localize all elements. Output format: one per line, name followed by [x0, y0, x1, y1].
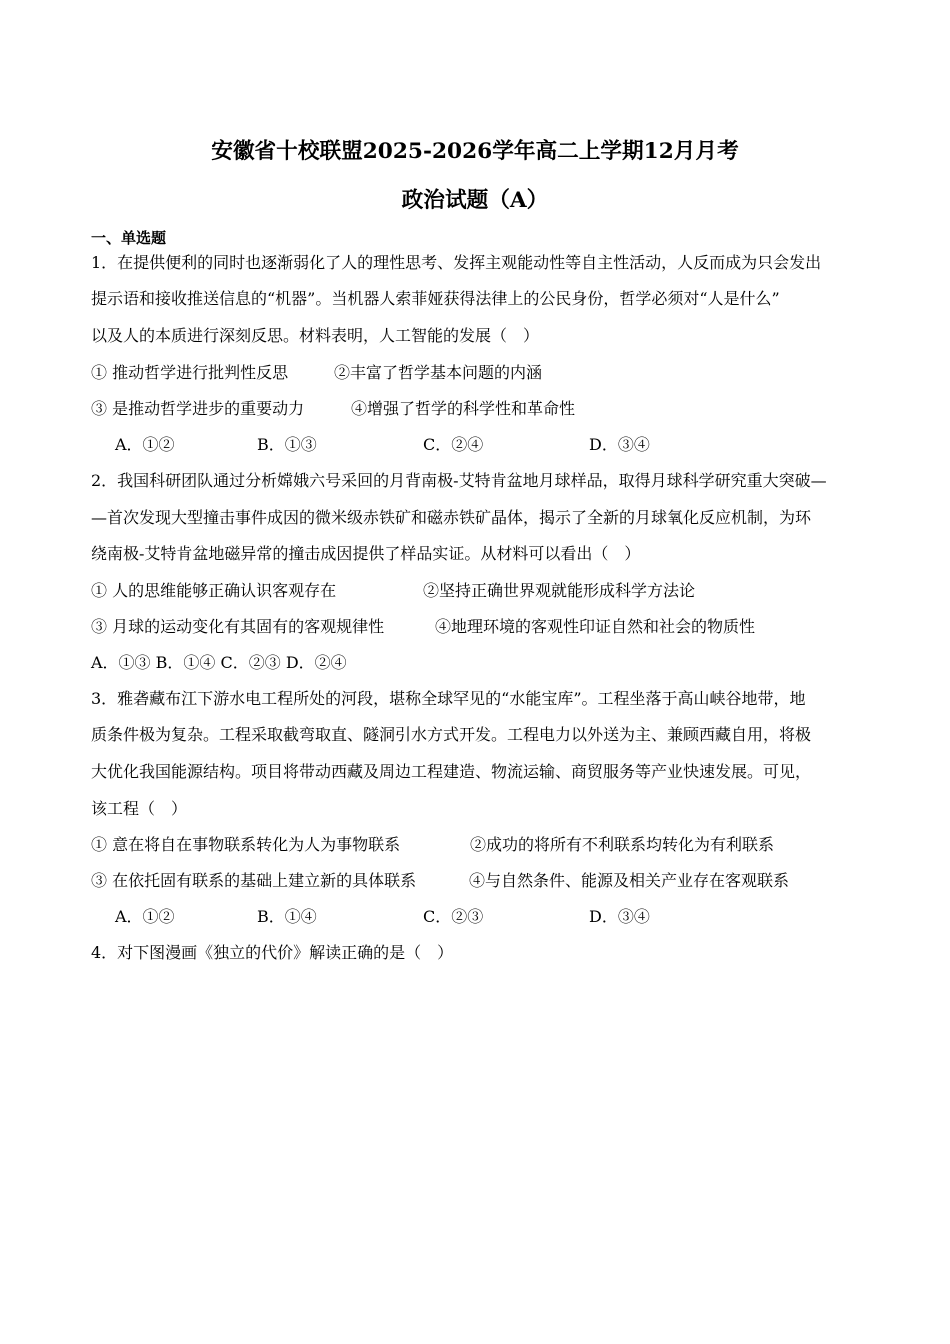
q2-stem-line: 2．我国科研团队通过分析嫦娥六号采回的月背南极-艾特肯盆地月球样品，取得月球科学研究重大突破—	[91, 471, 827, 490]
exam-subtitle: 政治试题（A）	[401, 188, 549, 213]
q3-stem-line: 3．雅砻藏布江下游水电工程所处的河段，堪称全球罕见的“水能宝库”。工程坐落于高山峡谷地带，地	[91, 689, 806, 708]
section-heading: 一、单选题	[91, 229, 167, 247]
q1-option-d[interactable]: D．③④	[589, 435, 650, 454]
q2-options[interactable]: A．①③ B．①④ C．②③ D．②④	[91, 653, 347, 672]
q1-option-b[interactable]: B．①③	[257, 435, 317, 454]
q1-statement: ④增强了哲学的科学性和革命性	[351, 399, 576, 418]
q3-option-b[interactable]: B．①④	[257, 907, 317, 926]
q1-option-a[interactable]: A．①②	[115, 435, 175, 454]
q3-option-c[interactable]: C．②③	[423, 907, 484, 926]
q1-option-c[interactable]: C．②④	[423, 435, 484, 454]
q1-statement: ②丰富了哲学基本问题的内涵	[334, 363, 543, 382]
q3-statement: ③ 在依托固有联系的基础上建立新的具体联系	[91, 871, 417, 890]
q1-statement: ③ 是推动哲学进步的重要动力	[91, 399, 305, 418]
q2-stem-line: 绕南极-艾特肯盆地磁异常的撞击成因提供了样品实证。从材料可以看出（ ）	[91, 544, 641, 563]
q2-statement: ③ 月球的运动变化有其固有的客观规律性	[91, 617, 385, 636]
q3-statement: ②成功的将所有不利联系均转化为有利联系	[470, 835, 775, 854]
q1-stem-line: 以及人的本质进行深刻反思。材料表明，人工智能的发展（ ）	[91, 326, 540, 345]
q3-option-d[interactable]: D．③④	[589, 907, 650, 926]
q3-statement: ④与自然条件、能源及相关产业存在客观联系	[469, 871, 790, 890]
q2-stem-line: —首次发现大型撞击事件成因的微米级赤铁矿和磁赤铁矿晶体，揭示了全新的月球氧化反应机制，为环	[91, 508, 812, 527]
q4-stem-line: 4．对下图漫画《独立的代价》解读正确的是（ ）	[91, 943, 454, 962]
q2-statement: ① 人的思维能够正确认识客观存在	[91, 581, 337, 600]
q1-stem-line: 提示语和接收推送信息的“机器”。当机器人索菲娅获得法律上的公民身份，哲学必须对“人是什么”	[91, 289, 780, 308]
q3-stem-line: 大优化我国能源结构。项目将带动西藏及周边工程建造、物流运输、商贸服务等产业快速发展。可见，	[91, 762, 812, 781]
q2-statement: ②坚持正确世界观就能形成科学方法论	[423, 581, 696, 600]
q1-stem-line: 1．在提供便利的同时也逐渐弱化了人的理性思考、发挥主观能动性等自主性活动，人反而成为只会发出	[91, 253, 822, 272]
q3-option-a[interactable]: A．①②	[115, 907, 175, 926]
q3-stem-line: 质条件极为复杂。工程采取截弯取直、隧洞引水方式开发。工程电力以外送为主、兼顾西藏自用，将极	[91, 725, 812, 744]
q3-statement: ① 意在将自在事物联系转化为人为事物联系	[91, 835, 401, 854]
q1-statement: ① 推动哲学进行批判性反思	[91, 363, 289, 382]
q2-statement: ④地理环境的客观性印证自然和社会的物质性	[435, 617, 756, 636]
exam-title: 安徽省十校联盟2025-2026学年高二上学期12月月考	[211, 139, 739, 164]
q3-stem-line: 该工程（ ）	[91, 799, 188, 818]
